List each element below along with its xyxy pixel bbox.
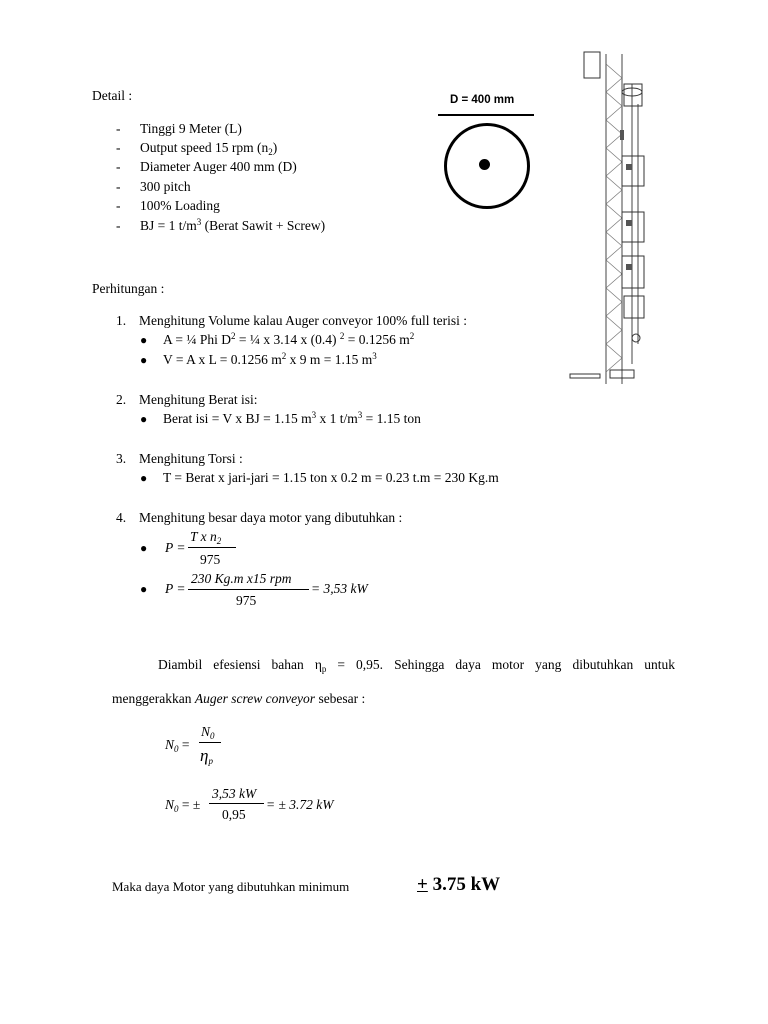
formula-2-result: = 3,53 kW (311, 581, 368, 596)
formula-1-lhs: P = (165, 540, 186, 555)
formula-1-denominator: 975 (200, 552, 221, 567)
section-2-bullet-weight: ● Berat isi = V x BJ = 1.15 $m^3$ x 1 $t/m^3 = 1.15$ ton (140, 410, 421, 426)
diameter-line (438, 114, 534, 116)
eq-2-numerator: 3,53 kW (212, 786, 257, 801)
eq-2-denominator: 0,95 (222, 807, 246, 822)
conveyor-illustration (566, 44, 654, 388)
eq-1-numerator: $N_0$ (201, 724, 215, 741)
efficiency-paragraph-line1: Diambil efesiensi bahan $\eta_p = 0,95$. Sehingga daya motor yang dibutuhkan untuk (158, 657, 675, 674)
formula-2-denominator: 975 (236, 593, 257, 608)
perhitungan-heading: Perhitungan : (92, 281, 165, 296)
detail-item-bj: - BJ = 1 $t/m^3$ (Berat Sawit + Screw) (116, 217, 326, 233)
formula-1-numerator: T x $n_2$ (190, 529, 222, 546)
section-2-heading: 2. Menghitung Berat isi: (116, 392, 258, 407)
eq-1-denominator: $\eta_p$ (200, 746, 213, 766)
eq-2-result: = ± 3.72 kW (266, 797, 334, 812)
formula-2-numerator: 230 Kg.m x15 rpm (191, 571, 292, 586)
detail-item-pitch: - 300 pitch (116, 179, 191, 194)
section-3-bullet-torque: ● T = Berat x jari-jari = 1.15 ton x 0.2 m = 0.23 t.m = 230 Kg.m (140, 470, 499, 485)
formula-2-lhs: P = (165, 581, 186, 596)
section-1-bullet-volume: ● V = A x L = 0.1256 $m^2$ x 9 m = 1.15 $m^3$ (140, 351, 377, 367)
section-4-heading: 4. Menghitung besar daya motor yang dibutuhkan : (116, 510, 403, 525)
formula-2-bullet: ● (140, 582, 148, 596)
detail-heading: Detail : (92, 88, 133, 103)
formula-1-fraction-bar (188, 547, 236, 548)
detail-item-diameter: - Diameter Auger 400 mm (D) (116, 159, 297, 174)
section-1-heading: 1. Menghitung Volume kalau Auger conveyor 100% full terisi : (116, 313, 467, 328)
diameter-label: D = 400 mm (450, 94, 515, 106)
section-3-heading: 3. Menghitung Torsi : (116, 451, 243, 466)
eq-2-lhs: $N_0$ = ± (165, 797, 201, 814)
conclusion-label: Maka daya Motor yang dibutuhkan minimum (112, 879, 350, 894)
formula-1-bullet: ● (140, 541, 148, 555)
detail-item-speed: - Output speed 15 rpm $(n_2)$ (116, 140, 278, 157)
formula-2-fraction-bar (188, 589, 309, 590)
auger-center-dot (479, 159, 490, 170)
section-1-bullet-area: ● A = ¼ Phi $D^2$ = ¼ x 3.14 x (0.4) $^2$ = 0.1256 $m^2$ (140, 331, 415, 347)
efficiency-paragraph-line2: menggerakkan Auger screw conveyor sebesar : (112, 691, 366, 706)
eq-1-fraction-bar (199, 742, 221, 743)
eq-1-lhs: $N_0$ = (165, 737, 190, 754)
detail-item-loading: - 100% Loading (116, 198, 220, 213)
eq-2-fraction-bar (209, 803, 264, 804)
detail-item-height: - Tinggi 9 Meter (L) (116, 121, 242, 136)
conclusion-value: + 3.75 kW (417, 874, 501, 895)
